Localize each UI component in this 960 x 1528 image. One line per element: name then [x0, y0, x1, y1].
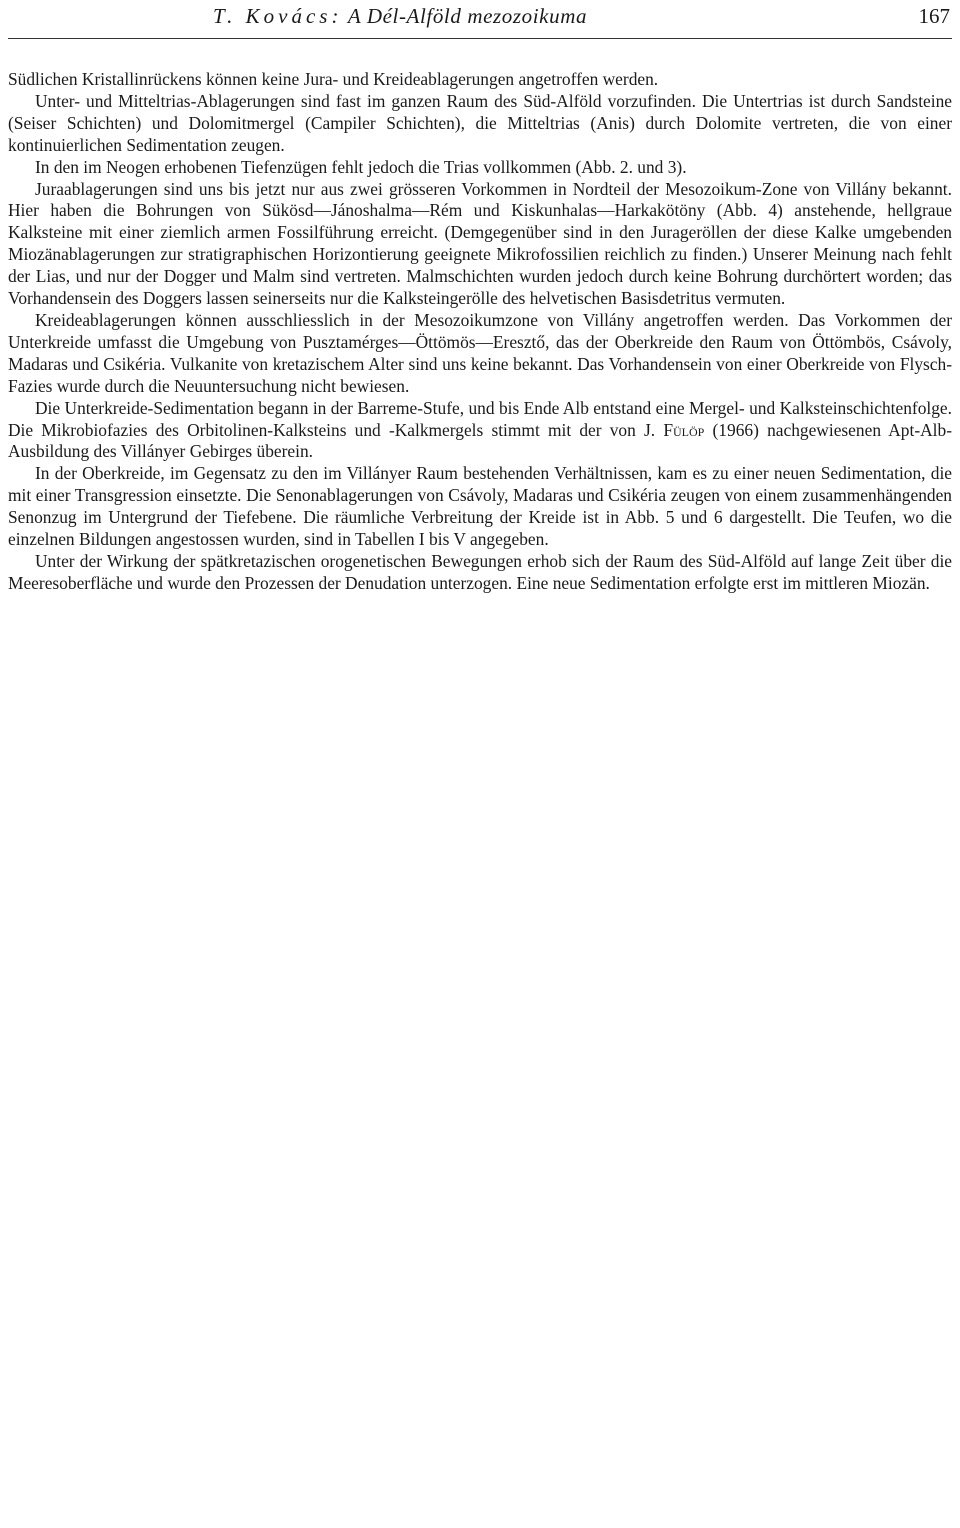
body-text: [8, 69, 952, 595]
paragraph-7: In der Oberkreide, im Gegensatz zu den im Villányer Raum bestehenden Verhältnissen, kam es zu einer neuen Sedimentation, die mit einer Transgression einsetzte. Die Senonablagerungen von Csávoly, Madaras und Csikéria zeugen von einem zusammenhängenden Senonzug im Untergrund der Tiefebene. Die räumliche Verbreitung der Kreide ist in Abb. 5 und 6 dargestellt. Die Teufen, wo die einzelnen Bildungen angestossen wurden, sind in Tabellen I bis V angegeben.: [8, 463, 952, 550]
article-title: A Dél-Alföld mezozoikuma: [347, 4, 588, 28]
paragraph-4: Juraablagerungen sind uns bis jetzt nur aus zwei grösseren Vorkommen in Nordteil der Mesozoikum-Zone von Villány bekannt. Hier haben die Bohrungen von Sükösd—Jánoshalma—Rém und Kiskunhalas—Harkakötöny (Abb. 4) anstehende, hellgraue Kalksteine mit einer ziemlich armen Fossilführung erreicht. (Demgegenüber sind in den Jurageröllen der diese Kalke umgebenden Miozänablagerungen zur stratigraphischen Horizontierung geeignete Mikrofossilien reichlich zu finden.) Unserer Meinung nach fehlt der Lias, und nur der Dogger und Malm sind vertreten. Malmschichten wurden jedoch durch keine Bohrung durchörtert worden; das Vorhandensein des Doggers lassen seinerseits nur die Kalksteingerölle des helvetischen Basisdetritus vermuten.: [8, 178, 952, 309]
paragraph-1: Südlichen Kristallinrückens können keine Jura- und Kreideablagerungen angetroffen werden.: [8, 69, 659, 89]
paragraph-5: Kreideablagerungen können ausschliesslich in der Mesozoikumzone von Villány angetroffen werden. Das Vorkommen der Unterkreide umfasst die Umgebung von Pusztamérges—Öttömös—Eresztő, das der Oberkreide den Raum von Öttömbös, Csávoly, Madaras und Csikéria. Vulkanite von kretazischem Alter sind uns keine bekannt. Das Vorhandensein von einer Oberkreide von Flysch-Fazies wurde durch die Neuuntersuchung nicht bewiesen.: [8, 309, 952, 396]
paragraph-2: Unter- und Mitteltrias-Ablagerungen sind fast im ganzen Raum des Süd-Alföld vorzufinden. Die Untertrias ist durch Sandsteine (Seiser Schichten) und Dolomitmergel (Campiler Schichten), die Mitteltrias (Anis) durch Dolomite vertreten, die von einer kontinuierlichen Sedimentation zeugen.: [8, 90, 952, 155]
paragraph-3: In den im Neogen erhobenen Tiefenzügen fehlt jedoch die Trias vollkommen (Abb. 2. und 3).: [35, 156, 687, 177]
paragraph-6: Die Unterkreide-Sedimentation begann in der Barreme-Stufe, und bis Ende Alb entstand eine Mergel- und Kalksteinschichtenfolge. Die Mikrobiofazies des Orbitolinen-Kalksteins und -Kalkmergels stimmt mit der von J. Fülöp (1966) nachgewiesenen Apt-Alb-Ausbildung des Villányer Gebirges überein.: [8, 397, 952, 462]
running-header: [8, 0, 952, 39]
author-name: T. Kovács:: [213, 4, 343, 28]
paragraph-8: Unter der Wirkung der spätkretazischen orogenetischen Bewegungen erhob sich der Raum des Süd-Alföld auf lange Zeit über die Meeresoberfläche und wurde den Prozessen der Denudation unterzogen. Eine neue Sedimentation erfolgte erst im mittleren Miozän.: [8, 550, 952, 593]
author-citation: Fülöp: [663, 419, 705, 440]
running-title: [213, 4, 587, 29]
page-number: 167: [918, 4, 950, 28]
